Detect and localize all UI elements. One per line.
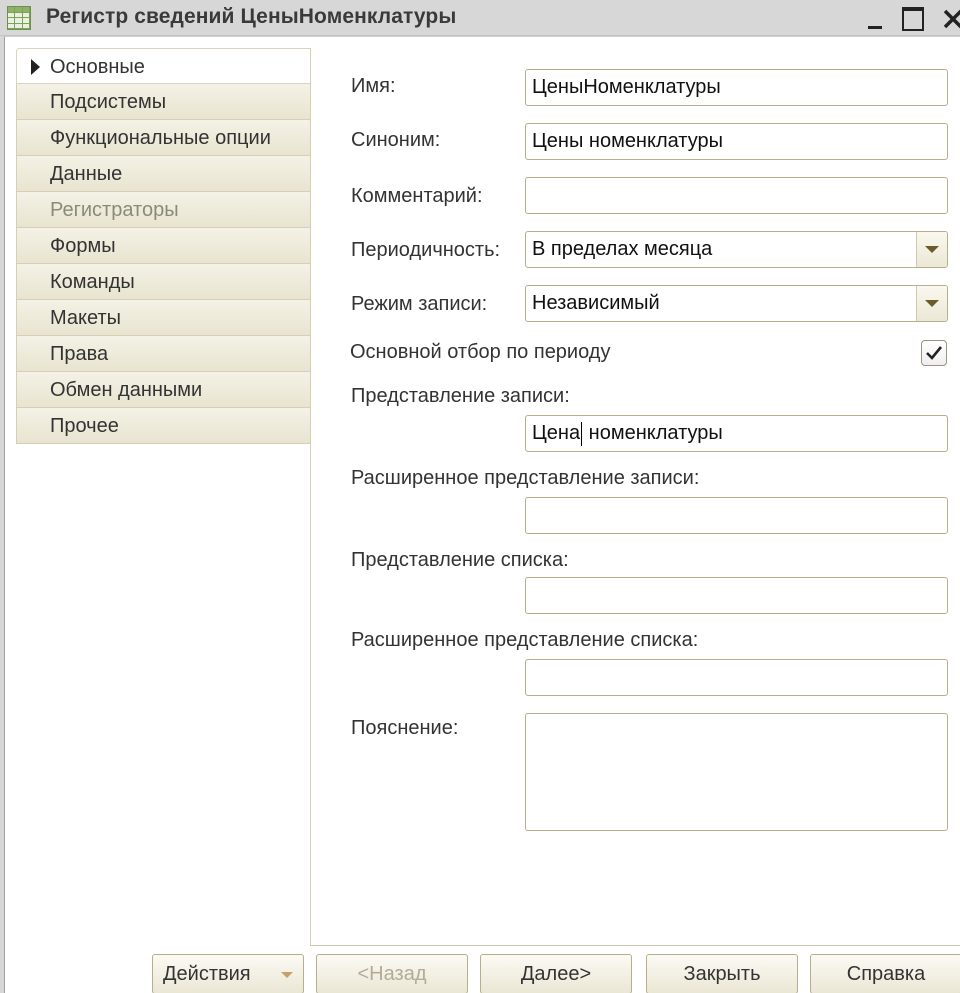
explanation-textarea[interactable] xyxy=(525,713,948,831)
register-table-icon xyxy=(7,6,31,30)
nav-item-data-exchange[interactable] xyxy=(16,372,311,408)
record-presentation-value-start: Цена xyxy=(532,422,581,444)
nav-item-subsystems[interactable] xyxy=(16,84,311,120)
nav-item-label: Права xyxy=(50,343,109,365)
name-value: ЦеныНоменклатуры xyxy=(532,76,721,98)
nav-item-label: Основные xyxy=(50,56,145,78)
help-button[interactable] xyxy=(810,954,960,993)
comment-field[interactable] xyxy=(525,177,948,214)
nav-item-label: Прочее xyxy=(50,415,119,437)
title-bar xyxy=(0,0,960,36)
actions-button[interactable] xyxy=(152,954,304,993)
record-presentation-field[interactable] xyxy=(525,415,948,452)
checkmark-icon xyxy=(925,345,943,361)
help-label: Справка xyxy=(846,963,926,985)
write-mode-select[interactable] xyxy=(525,285,948,322)
nav-item-rights[interactable] xyxy=(16,336,311,372)
main-filter-label: Основной отбор по периоду xyxy=(350,341,611,363)
sections-nav xyxy=(16,48,311,444)
nav-item-data[interactable] xyxy=(16,156,311,192)
explanation-label: Пояснение: xyxy=(351,717,459,739)
nav-item-commands[interactable] xyxy=(16,264,311,300)
text-caret xyxy=(581,422,582,446)
list-presentation-label: Представление списка: xyxy=(351,549,569,571)
write-mode-value: Независимый xyxy=(532,292,660,314)
chevron-down-icon[interactable] xyxy=(916,286,947,321)
triangle-right-icon xyxy=(31,59,40,75)
periodicity-select[interactable] xyxy=(525,231,948,268)
synonym-field[interactable] xyxy=(525,123,948,160)
back-label: <Назад xyxy=(357,963,427,985)
nav-item-label: Команды xyxy=(50,271,135,293)
record-presentation-value-end: номенклатуры xyxy=(583,422,723,444)
nav-item-registrators xyxy=(16,192,311,228)
nav-item-other[interactable] xyxy=(16,408,311,444)
extended-list-presentation-field[interactable] xyxy=(525,659,948,696)
extended-record-presentation-label: Расширенное представление записи: xyxy=(351,467,700,489)
nav-item-templates[interactable] xyxy=(16,300,311,336)
nav-item-label: Данные xyxy=(50,163,123,185)
next-button[interactable] xyxy=(480,954,632,993)
comment-label: Комментарий: xyxy=(351,185,483,207)
name-field[interactable] xyxy=(525,69,948,106)
nav-item-label: Функциональные опции xyxy=(50,127,271,149)
synonym-label: Синоним: xyxy=(351,129,441,151)
nav-item-main[interactable] xyxy=(16,48,311,84)
synonym-value: Цены номенклатуры xyxy=(532,130,723,152)
actions-label: Действия xyxy=(163,963,251,985)
window-title: Регистр сведений ЦеныНоменклатуры xyxy=(46,5,457,28)
list-presentation-field[interactable] xyxy=(525,577,948,614)
close-button[interactable] xyxy=(646,954,798,993)
nav-item-label: Формы xyxy=(50,235,116,257)
nav-item-label: Регистраторы xyxy=(50,199,179,221)
nav-item-label: Обмен данными xyxy=(50,379,203,401)
minimize-icon[interactable] xyxy=(864,4,892,32)
chevron-down-icon[interactable] xyxy=(916,232,947,267)
extended-list-presentation-label: Расширенное представление списка: xyxy=(351,629,699,651)
nav-item-forms[interactable] xyxy=(16,228,311,264)
close-icon[interactable] xyxy=(936,4,960,32)
nav-item-functional-options[interactable] xyxy=(16,120,311,156)
extended-record-presentation-field[interactable] xyxy=(525,497,948,534)
close-label: Закрыть xyxy=(683,963,761,985)
nav-item-label: Подсистемы xyxy=(50,91,167,113)
record-presentation-label: Представление записи: xyxy=(351,385,570,407)
maximize-icon[interactable] xyxy=(898,4,926,32)
next-label: Далее> xyxy=(520,963,592,985)
name-label: Имя: xyxy=(351,75,396,97)
write-mode-label: Режим записи: xyxy=(351,293,488,315)
periodicity-label: Периодичность: xyxy=(351,239,501,261)
periodicity-value: В пределах месяца xyxy=(532,238,713,260)
nav-item-label: Макеты xyxy=(50,307,121,329)
main-filter-checkbox[interactable] xyxy=(921,340,947,366)
back-button xyxy=(316,954,468,993)
chevron-down-icon xyxy=(281,972,293,978)
